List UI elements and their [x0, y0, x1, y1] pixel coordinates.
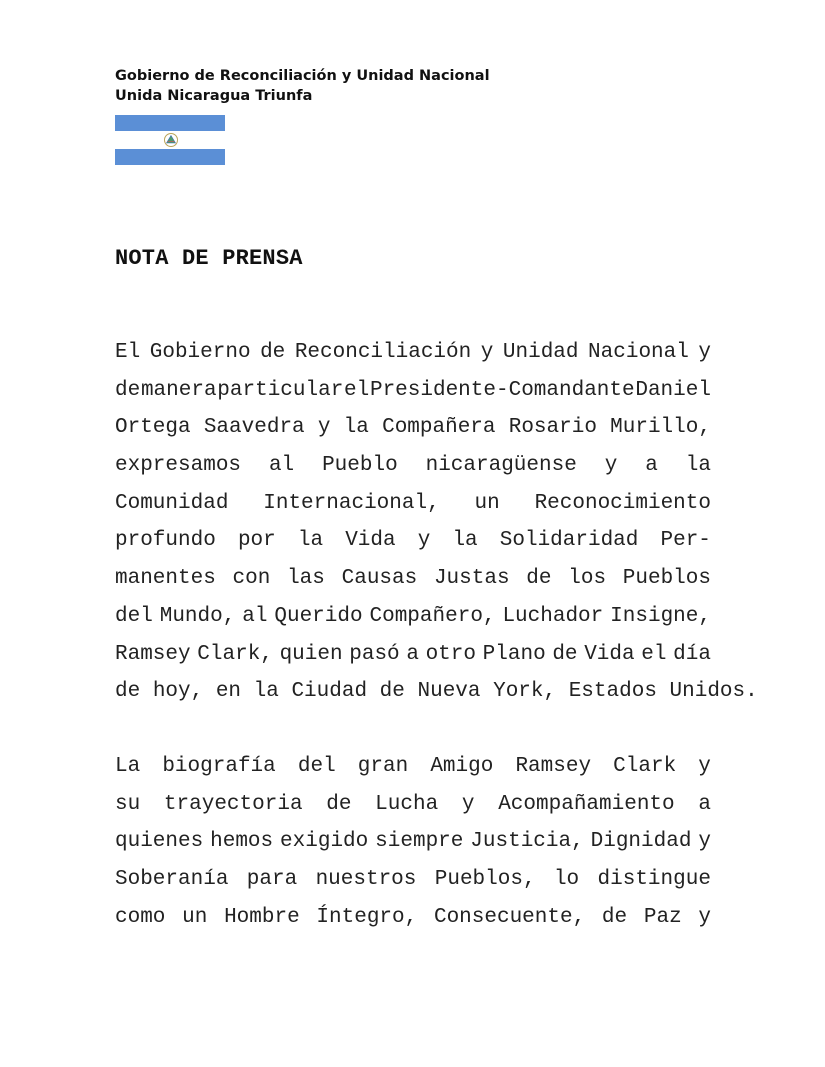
word: al	[268, 454, 295, 478]
word: Ciudad	[291, 680, 368, 704]
word: Gobierno	[149, 341, 251, 364]
word: Comunidad	[115, 491, 229, 515]
word: Lucha	[375, 792, 439, 816]
letterhead-government-name: Gobierno de Reconciliación y Unidad Nacional	[115, 68, 490, 84]
word: y	[698, 830, 711, 854]
word: manera	[140, 378, 217, 402]
word: Pueblos	[622, 567, 711, 591]
word: de	[601, 905, 628, 929]
word: con	[232, 567, 271, 591]
letterhead-slogan: Unida Nicaragua Triunfa	[115, 88, 313, 104]
word: Paz	[643, 905, 682, 929]
word: Íntegro,	[316, 905, 418, 929]
paragraph-line	[115, 598, 711, 636]
word: Consecuente,	[433, 905, 586, 929]
paragraph-line	[115, 447, 711, 485]
word: del	[115, 604, 153, 628]
paragraph-line	[115, 748, 711, 786]
word: manentes	[115, 567, 216, 591]
paragraph-line	[115, 334, 711, 372]
word: Causas	[341, 567, 418, 591]
word: Unidos.	[669, 680, 758, 704]
paragraph-line	[115, 899, 711, 937]
word: Dignidad	[590, 830, 692, 854]
word: la	[685, 454, 711, 478]
word: York,	[493, 680, 557, 704]
word: Solidaridad	[499, 529, 639, 553]
word: como	[115, 905, 166, 929]
word: al	[242, 604, 268, 628]
word: Compañero,	[369, 604, 496, 628]
word: la	[343, 416, 369, 440]
word: de	[115, 378, 141, 402]
word: Insigne,	[610, 604, 711, 628]
paragraph-line	[115, 861, 711, 899]
word: Daniel	[635, 378, 711, 402]
press-release-paragraph-1	[115, 334, 758, 711]
word: la	[297, 529, 324, 553]
word: Mundo,	[159, 604, 236, 628]
paragraph-line	[115, 409, 711, 447]
word: Reconciliación	[294, 341, 472, 364]
word: Pueblos,	[434, 868, 536, 892]
word: nicaragüense	[425, 454, 577, 478]
word: y	[698, 905, 711, 929]
word: y	[461, 792, 475, 816]
word: Pueblo	[322, 454, 398, 478]
word: Reconocimiento	[534, 491, 711, 515]
paragraph-line	[115, 823, 711, 861]
word: La	[115, 755, 141, 778]
word: Vida	[345, 529, 396, 553]
word: el	[641, 642, 667, 666]
word: por	[237, 529, 276, 553]
word: Nacional	[588, 341, 689, 364]
word: del	[297, 755, 336, 778]
word: Presidente-Comandante	[369, 378, 635, 402]
word: Internacional,	[263, 491, 440, 515]
word: Justicia,	[470, 830, 584, 854]
word: Vida	[584, 642, 635, 666]
word: un	[474, 491, 500, 515]
word: quien	[279, 642, 343, 666]
word: Unidad	[502, 341, 579, 364]
word: la	[452, 529, 478, 553]
word: Ramsey	[115, 642, 191, 666]
nicaragua-flag-icon	[115, 115, 225, 165]
word: de	[115, 680, 141, 704]
flag-top-stripe	[115, 115, 225, 131]
letterhead	[115, 66, 490, 106]
word: Per-	[660, 529, 711, 553]
word: y	[480, 341, 494, 364]
paragraph-line	[115, 786, 711, 824]
word: otro	[425, 642, 476, 666]
word: a	[698, 792, 711, 816]
word: los	[568, 567, 607, 591]
word: pasó	[349, 642, 400, 666]
word: Querido	[274, 604, 363, 628]
word: y	[604, 454, 618, 478]
word: la	[253, 680, 279, 704]
word: Soberanía	[115, 868, 229, 892]
word: hoy,	[152, 680, 204, 704]
word: lo	[553, 868, 580, 892]
flag-bottom-stripe	[115, 149, 225, 165]
word: y	[698, 755, 711, 778]
word: Hombre	[224, 905, 300, 929]
coat-of-arms-icon	[163, 131, 179, 149]
word: siempre	[375, 830, 464, 854]
word: quienes	[115, 830, 204, 854]
word: día	[673, 642, 711, 666]
word: exigido	[280, 830, 369, 854]
word: y	[698, 341, 711, 364]
word: de	[526, 567, 552, 591]
paragraph-line	[115, 372, 711, 410]
word: y	[417, 529, 431, 553]
word: trayectoria	[163, 792, 303, 816]
word: distingue	[597, 868, 711, 892]
word: Clark,	[197, 642, 273, 666]
word: Amigo	[430, 755, 494, 778]
word: expresamos	[115, 454, 242, 478]
word: Nueva	[417, 680, 481, 704]
word: en	[215, 680, 242, 704]
word: las	[287, 567, 325, 591]
word: hemos	[210, 830, 274, 854]
word: Plano	[482, 642, 546, 666]
word: Ortega	[115, 416, 191, 440]
word: de	[552, 642, 578, 666]
word: Justas	[433, 567, 510, 591]
paragraph-line	[115, 636, 711, 674]
word: Acompañamiento	[498, 792, 675, 816]
page-title: NOTA DE PRENSA	[115, 246, 303, 271]
word: su	[115, 792, 141, 816]
word: Rosario	[508, 416, 597, 440]
word: gran	[357, 755, 409, 778]
word: particular	[217, 378, 344, 402]
paragraph-line	[115, 485, 711, 523]
word: Luchador	[502, 604, 604, 628]
word: el	[344, 378, 370, 402]
word: a	[406, 642, 419, 666]
word: a	[645, 454, 658, 478]
word: biografía	[162, 755, 276, 778]
word: El	[115, 341, 141, 364]
word: de	[260, 341, 286, 364]
word: de	[326, 792, 352, 816]
word: profundo	[115, 529, 216, 553]
word: Clark	[613, 755, 677, 778]
word: y	[317, 416, 331, 440]
word: de	[379, 680, 405, 704]
word: Ramsey	[515, 755, 592, 778]
word: Estados	[568, 680, 657, 704]
word: un	[182, 905, 208, 929]
word: para	[246, 868, 298, 892]
word: Saavedra	[203, 416, 305, 440]
word: nuestros	[315, 868, 417, 892]
paragraph-line	[115, 673, 758, 711]
paragraph-line	[115, 522, 711, 560]
paragraph-line	[115, 560, 711, 598]
word: Murillo,	[610, 416, 711, 440]
word: Compañera	[382, 416, 496, 440]
press-release-paragraph-2	[115, 748, 711, 936]
